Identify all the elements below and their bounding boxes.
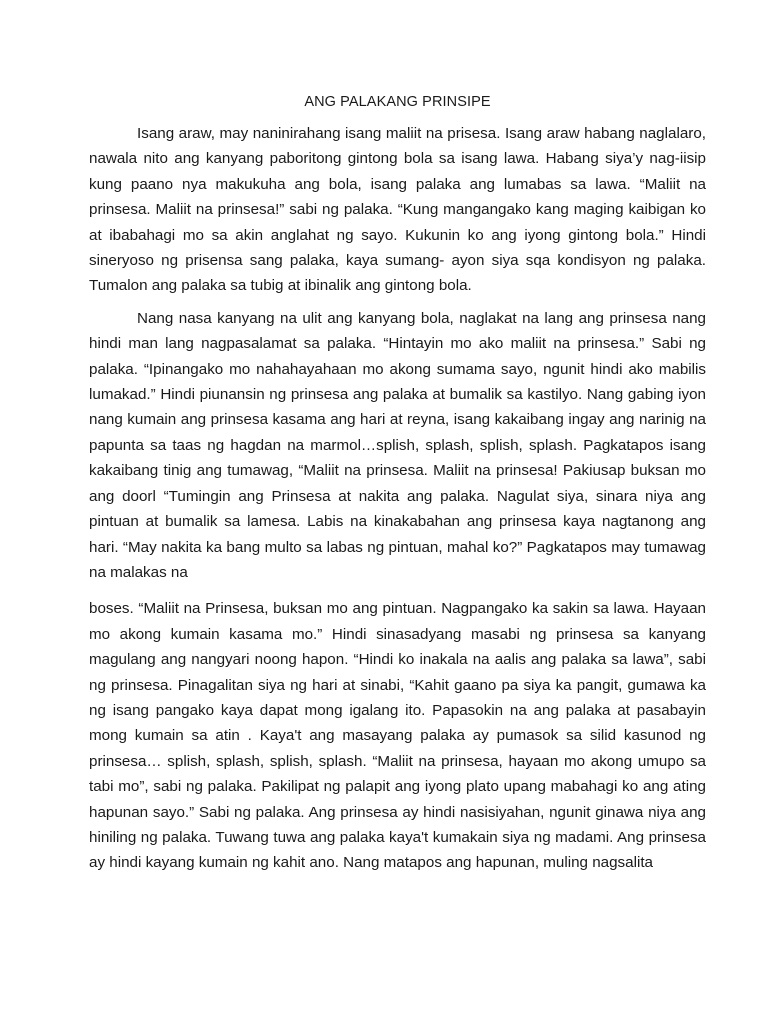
paragraph-1: Isang araw, may naninirahang isang maliit na prisesa. Isang araw habang naglalaro, nawala nito ang kanyang paboritong gintong bola sa isang lawa. Habang siya’y nag-iisip kung paano nya makukuha ang bola, isang palaka ang lumabas sa lawa. “Maliit na prinsesa. Maliit na prinsesa!” sabi ng palaka. “Kung mangangako kang maging kaibigan ko at ibabahagi mo sa akin anglahat ng sayo. Kukunin ko ang iyong gintong bola.” Hindi sineryoso ng prisensa sang palaka, kaya sumang- ayon siya sqa kondisyon ng palaka. Tumalon ang palaka sa tubig at ibinalik ang gintong bola. — [89, 125, 706, 295]
document-page — [89, 92, 706, 876]
document-title: ANG PALAKANG PRINSIPE — [304, 94, 491, 110]
paragraph-3: boses. “Maliit na Prinsesa, buksan mo ang pintuan. Nagpangako ka sakin sa lawa. Hayaan mo akong kumain kasama mo.” Hindi sinasadyang masabi ng prinsesa sa kanyang magulang ang nangyari noong hapon. “Hindi ko inakala na aalis ang palaka sa lawa”, sabi ng prinsesa. Pinagalitan siya ng hari at sinabi, “Kahit gaano pa siya ka pangit, gumawa ka ng isang pangako kaya dapat mong igalang ito. Papasokin na ang palaka at pasabayin mong kumain sa atin . Kaya't ang masayang palaka ay pumasok sa silid kasunod ng prinsesa… splish, splash, splish, splash. “Maliit na prinsesa, hayaan mo akong umupo sa tabi mo”, sabi ng palaka. Pakilipat ng palapit ang iyong plato upang mabahagi ko ang ating hapunan sayo.” Sabi ng palaka. Ang prinsesa ay hindi nasisiyahan, ngunit ginawa niya ang hiniling ng palaka. Tuwang tuwa ang palaka kaya't kumakain siya ng madami. Ang prinsesa ay hindi kayang kumain ng kahit ano. Nang matapos ang hapunan, muling nagsalita — [89, 600, 706, 872]
paragraph-2: Nang nasa kanyang na ulit ang kanyang bola, naglakat na lang ang prinsesa nang hindi man lang nagpasalamat sa palaka. “Hintayin mo ako maliit na prinsesa.” Sabi ng palaka. “Ipinangako mo nahahayahaan mo akong sumama sayo, ngunit hindi ako mabilis lumakad.” Hindi piunansin ng prinsesa ang palaka at bumalik sa kastilyo. Nang gabing iyon nang kumain ang prinsesa kasama ang hari at reyna, isang kakaibang ingay ang narinig na papunta sa taas ng hagdan na marmol…splish, splash, splish, splash. Pagkatapos isang kakaibang tinig ang tumawag, “Maliit na prinsesa. Maliit na prinsesa! Pakiusap buksan mo ang doorl “Tumingin ang Prinsesa at nakita ang palaka. Nagulat siya, sinara niya ang pintuan at bumalik sa lamesa. Labis na kinakabahan ang prinsesa kaya nagtanong ang hari. “May nakita ka bang multo sa labas ng pintuan, mahal ko?” Pagkatapos may tumawag na malakas na — [89, 309, 706, 581]
